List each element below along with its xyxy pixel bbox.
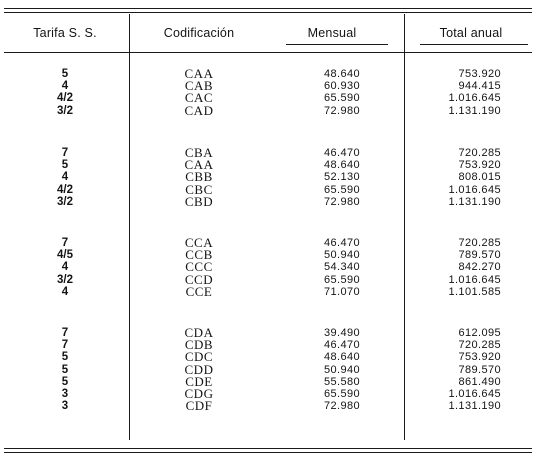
anual-cell: 753.920: [458, 159, 501, 172]
codificacion-cell: CCA: [184, 235, 214, 250]
codificacion-cell: CCC: [185, 259, 213, 275]
mensual-cell: 72.980: [323, 400, 360, 413]
codificacion-cell: CDC: [184, 349, 214, 365]
anual-cell: 842.270: [458, 261, 501, 274]
anual-cell: 753.920: [458, 68, 501, 80]
mensual-cell: 50.940: [323, 249, 360, 262]
codificacion-cell: CCB: [185, 247, 213, 263]
top-rule-inner: [4, 12, 532, 13]
anual-cell: 612.095: [458, 327, 501, 339]
bottom-rule: [4, 452, 532, 453]
top-rule: [4, 8, 532, 9]
codificacion-cell: CAD: [184, 102, 214, 118]
tarifa-cell: 7: [61, 237, 69, 249]
tarifa-cell: 5: [61, 363, 69, 376]
tarifa-cell: 3: [61, 400, 69, 413]
mensual-header-underline: [286, 44, 388, 45]
anual-cell: 1.016.645: [448, 388, 501, 400]
mensual-cell: 48.640: [323, 159, 360, 172]
tarifa-cell: 7: [61, 339, 69, 352]
tarifa-cell: 5: [61, 159, 69, 172]
anual-cell: 789.570: [458, 363, 501, 376]
anual-cell: 944.415: [458, 80, 501, 93]
mensual-cell: 71.070: [323, 285, 360, 298]
mensual-cell: 48.640: [323, 351, 360, 364]
mensual-cell: 72.980: [323, 104, 360, 117]
anual-cell: 720.285: [458, 147, 501, 159]
tarifa-cell: 7: [61, 327, 69, 339]
header-codificacion: Codificación: [163, 26, 235, 40]
tarifa-cell: 5: [61, 351, 69, 364]
tarifa-cell: 5: [61, 68, 69, 80]
anual-cell: 1.131.190: [448, 195, 501, 208]
codificacion-cell: CCE: [185, 283, 213, 299]
mensual-cell: 55.580: [323, 375, 360, 388]
tarifa-cell: 4/2: [57, 183, 73, 196]
anual-cell: 720.285: [458, 237, 501, 249]
header-anual: Total anual: [439, 26, 503, 40]
bottom-rule-inner: [4, 448, 532, 449]
anual-cell: 789.570: [458, 249, 501, 262]
header-rule: [4, 52, 532, 53]
mensual-cell: 39.490: [323, 327, 360, 339]
anual-cell: 720.285: [458, 339, 501, 352]
mensual-cell: 46.470: [323, 147, 360, 159]
mensual-cell: 72.980: [323, 195, 360, 208]
anual-cell: 1.016.645: [448, 92, 501, 105]
tarifa-cell: 3/2: [57, 273, 73, 286]
codificacion-cell: CBD: [184, 193, 214, 209]
mensual-cell: 46.470: [323, 237, 360, 249]
mensual-cell: 46.470: [323, 339, 360, 352]
codificacion-cell: CDG: [184, 386, 214, 401]
mensual-cell: 48.640: [323, 68, 360, 80]
mensual-cell: 54.340: [323, 261, 360, 274]
mensual-cell: 65.590: [323, 183, 360, 196]
codificacion-cell: CDF: [185, 398, 213, 414]
codificacion-cell: CDD: [184, 361, 214, 377]
tarifa-cell: 3/2: [57, 104, 73, 117]
codificacion-cell: CCD: [184, 271, 214, 287]
tarifa-cell: 4: [61, 261, 69, 274]
mensual-cell: 52.130: [323, 171, 360, 184]
codificacion-cell: CDB: [184, 337, 214, 353]
anual-cell: 1.101.585: [448, 285, 501, 298]
tarifa-cell: 4: [61, 80, 69, 93]
codificacion-cell: CDE: [185, 373, 213, 389]
mensual-cell: 60.930: [323, 80, 360, 93]
anual-header-underline: [420, 44, 528, 45]
codificacion-cell: CBA: [184, 145, 214, 160]
mensual-cell: 65.590: [323, 388, 360, 400]
header-mensual: Mensual: [307, 26, 357, 40]
tarifa-cell: 4: [61, 171, 69, 184]
tarifa-cell: 4/2: [57, 92, 73, 105]
codificacion-cell: CBB: [185, 169, 213, 185]
tarifa-cell: 7: [61, 147, 69, 159]
anual-cell: 1.016.645: [448, 273, 501, 286]
anual-cell: 1.131.190: [448, 400, 501, 413]
tarifa-cell: 3: [61, 388, 69, 400]
anual-cell: 808.015: [458, 171, 501, 184]
codificacion-cell: CAB: [184, 78, 214, 94]
mensual-cell: 50.940: [323, 363, 360, 376]
codificacion-cell: CAC: [184, 90, 214, 106]
codificacion-cell: CBC: [185, 181, 213, 197]
anual-cell: 753.920: [458, 351, 501, 364]
anual-cell: 861.490: [458, 375, 501, 388]
codificacion-cell: CDA: [184, 325, 214, 340]
tarifa-cell: 4/5: [57, 249, 73, 262]
tarifa-cell: 3/2: [57, 195, 73, 208]
anual-cell: 1.131.190: [448, 104, 501, 117]
anual-cell: 1.016.645: [448, 183, 501, 196]
mensual-cell: 65.590: [323, 92, 360, 105]
header-tarifa: Tarifa S. S.: [33, 26, 97, 40]
codificacion-cell: CAA: [184, 66, 214, 81]
mensual-cell: 65.590: [323, 273, 360, 286]
tarifa-cell: 4: [61, 285, 69, 298]
tarifa-cell: 5: [61, 375, 69, 388]
codificacion-cell: CAA: [184, 157, 214, 173]
